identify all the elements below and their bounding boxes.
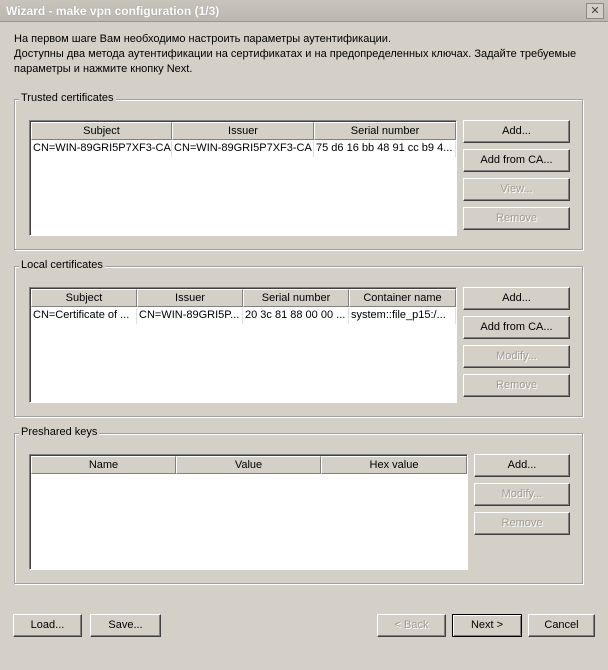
- column-header-value[interactable]: Value: [176, 456, 321, 474]
- column-header-hex-value[interactable]: Hex value: [321, 456, 467, 474]
- column-header-subject[interactable]: Subject: [31, 289, 137, 307]
- cell-serial-number: 20 3c 81 88 00 00 ...: [243, 308, 349, 324]
- preshared-add-button[interactable]: Add...: [474, 454, 570, 477]
- trusted-add-from-ca-button[interactable]: Add from CA...: [463, 149, 570, 172]
- cell-issuer: CN=WIN-89GRI5P...: [137, 308, 243, 324]
- local-modify-button[interactable]: Modify...: [463, 345, 570, 368]
- preshared-keys-group: [14, 426, 583, 584]
- cancel-button[interactable]: Cancel: [528, 614, 595, 637]
- window-title: Wizard - make vpn configuration (1/3): [6, 4, 220, 18]
- trusted-certificates-group: [14, 92, 583, 250]
- local-certificates-legend: Local certificates: [21, 259, 103, 271]
- column-header-subject[interactable]: Subject: [31, 122, 172, 140]
- local-add-from-ca-button[interactable]: Add from CA...: [463, 316, 570, 339]
- close-icon: ✕: [590, 5, 600, 17]
- back-button[interactable]: < Back: [377, 614, 446, 637]
- title-bar: [0, 0, 608, 22]
- column-header-issuer[interactable]: Issuer: [137, 289, 243, 307]
- cell-issuer: CN=WIN-89GRI5P7XF3-CA: [172, 141, 314, 157]
- table-row[interactable]: [31, 308, 456, 324]
- local-certificates-group: [14, 259, 583, 417]
- trusted-remove-button[interactable]: Remove: [463, 207, 570, 230]
- next-button[interactable]: Next >: [452, 614, 522, 637]
- local-certificates-list[interactable]: [29, 287, 457, 403]
- load-button[interactable]: Load...: [13, 614, 82, 637]
- column-header-container-name[interactable]: Container name: [349, 289, 456, 307]
- trusted-certificates-legend: Trusted certificates: [21, 92, 114, 104]
- intro-line-3: параметры и нажмите кнопку Next.: [14, 63, 193, 75]
- save-button[interactable]: Save...: [90, 614, 161, 637]
- cell-subject: CN=WIN-89GRI5P7XF3-CA: [31, 141, 172, 157]
- cell-subject: CN=Certificate of ...: [31, 308, 137, 324]
- table-row[interactable]: [31, 141, 456, 157]
- preshared-keys-list[interactable]: [29, 454, 468, 570]
- cell-container-name: system::file_p15:/...: [349, 308, 456, 324]
- column-header-serial-number[interactable]: Serial number: [243, 289, 349, 307]
- column-header-issuer[interactable]: Issuer: [172, 122, 314, 140]
- intro-line-1: На первом шаге Вам необходимо настроить параметры аутентификации.: [14, 33, 391, 45]
- preshared-remove-button[interactable]: Remove: [474, 512, 570, 535]
- preshared-modify-button[interactable]: Modify...: [474, 483, 570, 506]
- cell-serial-number: 75 d6 16 bb 48 91 cc b9 4...: [314, 141, 456, 157]
- trusted-view-button[interactable]: View...: [463, 178, 570, 201]
- local-add-button[interactable]: Add...: [463, 287, 570, 310]
- preshared-keys-legend: Preshared keys: [21, 426, 98, 438]
- column-header-name[interactable]: Name: [31, 456, 176, 474]
- intro-line-2: Доступны два метода аутентификации на сертификатах и на предопределенных ключах. Задайте требуемые: [14, 48, 577, 60]
- local-remove-button[interactable]: Remove: [463, 374, 570, 397]
- trusted-add-button[interactable]: Add...: [463, 120, 570, 143]
- column-header-serial-number[interactable]: Serial number: [314, 122, 456, 140]
- close-button[interactable]: [586, 3, 604, 19]
- trusted-certificates-list[interactable]: [29, 120, 457, 236]
